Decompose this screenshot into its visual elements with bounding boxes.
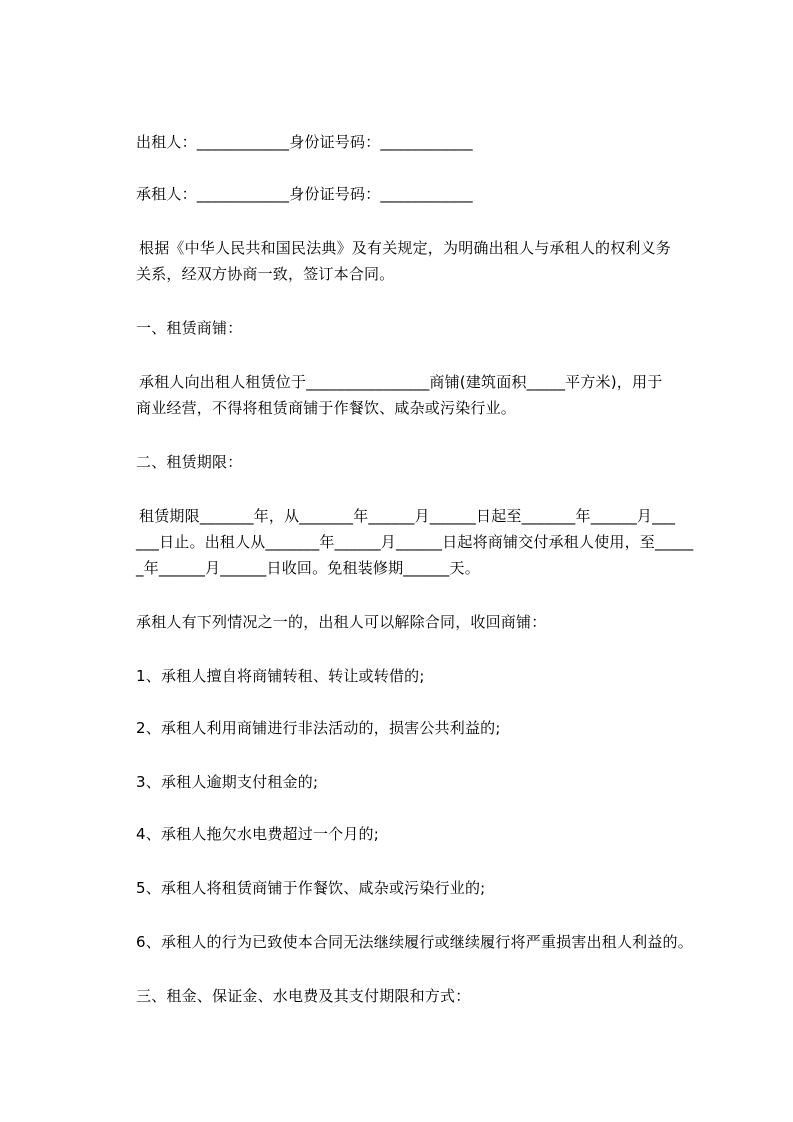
section-2-line-1: 租赁期限_______年，从_______年______月______日起至_______年______月___ [139, 507, 676, 525]
preamble-line-2: 关系，经双方协商一致，签订本合同。 [136, 265, 395, 283]
termination-item-6: 6、承租人的行为已致使本合同无法继续履行或继续履行将严重损害出租人利益的。 [136, 933, 693, 951]
termination-intro: 承租人有下列情况之一的，出租人可以解除合同，收回商铺： [136, 613, 547, 631]
lessor-line: 出租人：____________身份证号码：____________ [136, 133, 473, 151]
termination-item-3: 3、承租人逾期支付租金的; [136, 773, 319, 791]
termination-item-4: 4、承租人拖欠水电费超过一个月的; [136, 825, 379, 843]
section-2-line-3: _年______月______日收回。免租装修期______天。 [136, 559, 480, 577]
section-1-line-1: 承租人向出租人租赁位于________________商铺(建筑面积_____平方米)，用于 [139, 373, 663, 391]
termination-item-2: 2、承租人利用商铺进行非法活动的，损害公共利益的; [136, 719, 501, 737]
termination-item-5: 5、承租人将租赁商铺于作餐饮、咸杂或污染行业的; [136, 879, 486, 897]
section-3-heading: 三、租金、保证金、水电费及其支付期限和方式： [136, 987, 471, 1005]
section-1-line-2: 商业经营，不得将租赁商铺于作餐饮、咸杂或污染行业。 [136, 399, 517, 417]
section-1-heading: 一、租赁商铺： [136, 319, 243, 337]
section-2-line-2: ___日止。出租人从_______年______月______日起将商铺交付承租人使用，至_____ [136, 533, 694, 551]
section-2-heading: 二、租赁期限： [136, 453, 243, 471]
termination-item-1: 1、承租人擅自将商铺转租、转让或转借的; [136, 667, 425, 685]
preamble-line-1: 根据《中华人民共和国民法典》及有关规定，为明确出租人与承租人的权利义务 [139, 239, 672, 257]
lessee-line: 承租人：____________身份证号码：____________ [136, 185, 473, 203]
